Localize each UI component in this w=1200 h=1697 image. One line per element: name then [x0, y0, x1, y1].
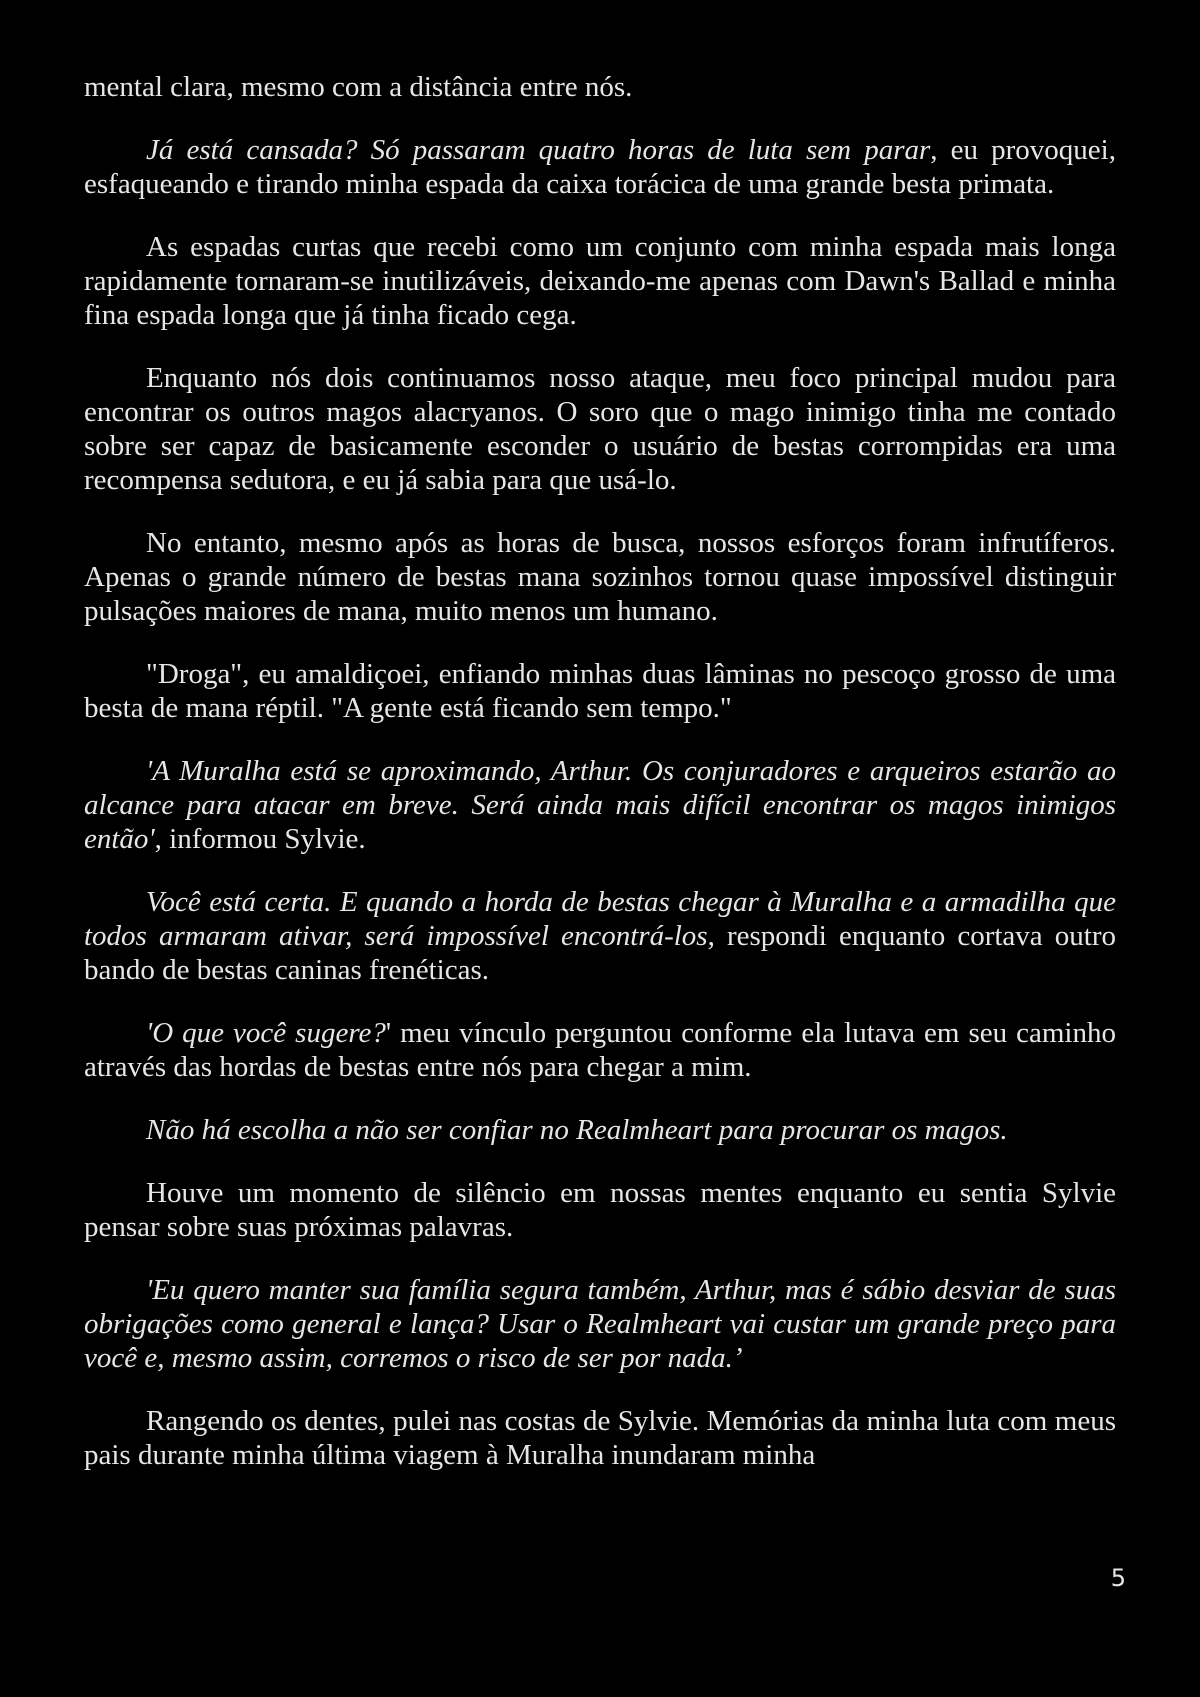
- paragraph: [84, 1113, 1116, 1147]
- italic-text: 'A Muralha está se aproximando, Arthur. Os conjuradores e arqueiros estarão ao alcance para atacar em breve. Será ainda mais difícil encontrar os magos inimigos então': [84, 755, 1116, 855]
- paragraph: [84, 1404, 1116, 1472]
- text-run: No entanto, mesmo após as horas de busca, nossos esforços foram infrutíferos. Apenas o grande número de bestas mana sozinhos tornou quase impossível distinguir pulsações maiores de mana, muito menos um humano.: [84, 527, 1116, 627]
- paragraph: [84, 133, 1116, 201]
- paragraph: [84, 70, 1116, 104]
- italic-text: Você está certa. E quando a horda de bestas chegar à Muralha e a armadilha que todos armaram ativar, será impossível encontrá-los: [84, 886, 1116, 952]
- paragraph: [84, 230, 1116, 332]
- text-run: , eu provoquei, esfaqueando e tirando minha espada da caixa torácica de uma grande besta primata.: [84, 134, 1116, 200]
- paragraph: [84, 657, 1116, 725]
- paragraph: [84, 1016, 1116, 1084]
- italic-text: 'Eu quero manter sua família segura também, Arthur, mas é sábio desviar de suas obrigações como general e lança? Usar o Realmheart vai custar um grande preço para você e, mesmo assim, corremos o risco de ser por nada.’: [84, 1274, 1116, 1374]
- text-run: Houve um momento de silêncio em nossas mentes enquanto eu sentia Sylvie pensar sobre suas próximas palavras.: [84, 1177, 1116, 1243]
- paragraph: [84, 754, 1116, 856]
- text-run: "Droga", eu amaldiçoei, enfiando minhas duas lâminas no pescoço grosso de uma besta de mana réptil. "A gente está ficando sem tempo.": [84, 658, 1116, 724]
- text-run: mental clara, mesmo com a distância entre nós.: [84, 71, 633, 103]
- text-run: Enquanto nós dois continuamos nosso ataque, meu foco principal mudou para encontrar os outros magos alacryanos. O soro que o mago inimigo tinha me contado sobre ser capaz de basicamente esconder o usuário de bestas corrompidas era uma recompensa sedutora, e eu já sabia para que usá-lo.: [84, 362, 1116, 496]
- paragraph: [84, 526, 1116, 628]
- text-run: , respondi enquanto cortava outro bando de bestas caninas frenéticas.: [84, 920, 1116, 986]
- italic-text: 'O que você sugere?: [146, 1017, 386, 1049]
- page-number: 5: [1110, 1564, 1126, 1592]
- italic-text: Não há escolha a não ser confiar no Realmheart para procurar os magos.: [146, 1114, 1008, 1146]
- paragraph: [84, 1273, 1116, 1375]
- text-run: As espadas curtas que recebi como um conjunto com minha espada mais longa rapidamente tornaram-se inutilizáveis, deixando-me apenas com Dawn's Ballad e minha fina espada longa que já tinha ficado cega.: [84, 231, 1116, 331]
- italic-text: Já está cansada? Só passaram quatro horas de luta sem parar: [146, 134, 931, 166]
- document-body: [84, 70, 1116, 1501]
- text-run: ' meu vínculo perguntou conforme ela lutava em seu caminho através das hordas de bestas entre nós para chegar a mim.: [84, 1017, 1116, 1083]
- paragraph: [84, 1176, 1116, 1244]
- text-run: , informou Sylvie.: [154, 823, 366, 855]
- text-run: Rangendo os dentes, pulei nas costas de Sylvie. Memórias da minha luta com meus pais durante minha última viagem à Muralha inundaram minha: [84, 1405, 1116, 1471]
- paragraph: [84, 885, 1116, 987]
- paragraph: [84, 361, 1116, 497]
